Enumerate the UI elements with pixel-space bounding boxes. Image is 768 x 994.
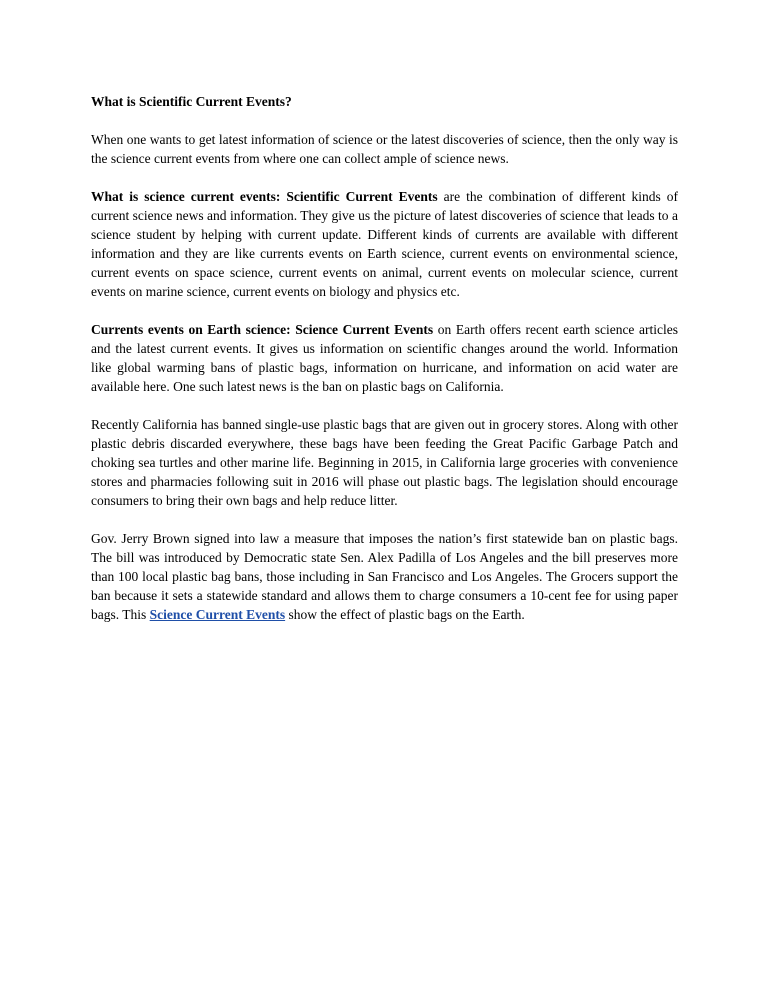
paragraph-body: Gov. Jerry Brown signed into law a measure that imposes the nation’s first statewide ban on plastic bags. The bill was introduced by Democratic state Sen. Alex Padilla of Los Angeles and the bill preserves more than 100 local plastic bag bans, those including in San Francisco and Los Angeles. The Grocers support the ban because it sets a statewide standard and allows them to charge consumers a 10-cent fee for using paper bags. This (91, 531, 678, 622)
paragraph-california-ban: Recently California has banned single-use plastic bags that are given out in grocery stores. Along with other plastic debris discarded everywhere, these bags have been feeding the Great Pacific Garbage Patch and choking sea turtles and other marine life. Beginning in 2015, in California large groceries with convenience stores and pharmacies following suit in 2016 will phase out plastic bags. The legislation should encourage consumers to bring their own bags and help reduce litter. (91, 417, 678, 508)
paragraph-earth-science (91, 320, 678, 396)
paragraph-body: on Earth offers recent earth science articles and the latest current events. It gives us information on scientific changes around the world. Information like global warming bans of plastic bags, information on hurricane, and information on acid water are available here. One such latest news is the ban on plastic bags on California. (91, 322, 679, 394)
paragraph-governor-law (91, 529, 678, 624)
document-page (91, 92, 678, 643)
paragraph-lead-bold: What is science current events: Scientific Current Events (91, 189, 438, 204)
paragraph-lead-bold: Currents events on Earth science: Science Current Events (91, 322, 434, 337)
science-current-events-link[interactable]: Science Current Events (149, 607, 286, 622)
paragraph-body-end: show the effect of plastic bags on the Earth. (285, 607, 525, 622)
paragraph-science-current-events (91, 187, 678, 301)
intro-paragraph: When one wants to get latest information of science or the latest discoveries of science, then the only way is the science current events from where one can collect ample of science news. (91, 132, 678, 166)
paragraph-body: are the combination of different kinds of current science news and information. They give us the picture of latest discoveries of science that leads to a science student by helping with current update. Different kinds of currents are available with different information and they are like currents events on Earth science, current events on environmental science, current events on space science, current events on animal, current events on molecular science, current events on marine science, current events on biology and physics etc. (91, 189, 678, 299)
document-title: What is Scientific Current Events? (91, 94, 292, 109)
